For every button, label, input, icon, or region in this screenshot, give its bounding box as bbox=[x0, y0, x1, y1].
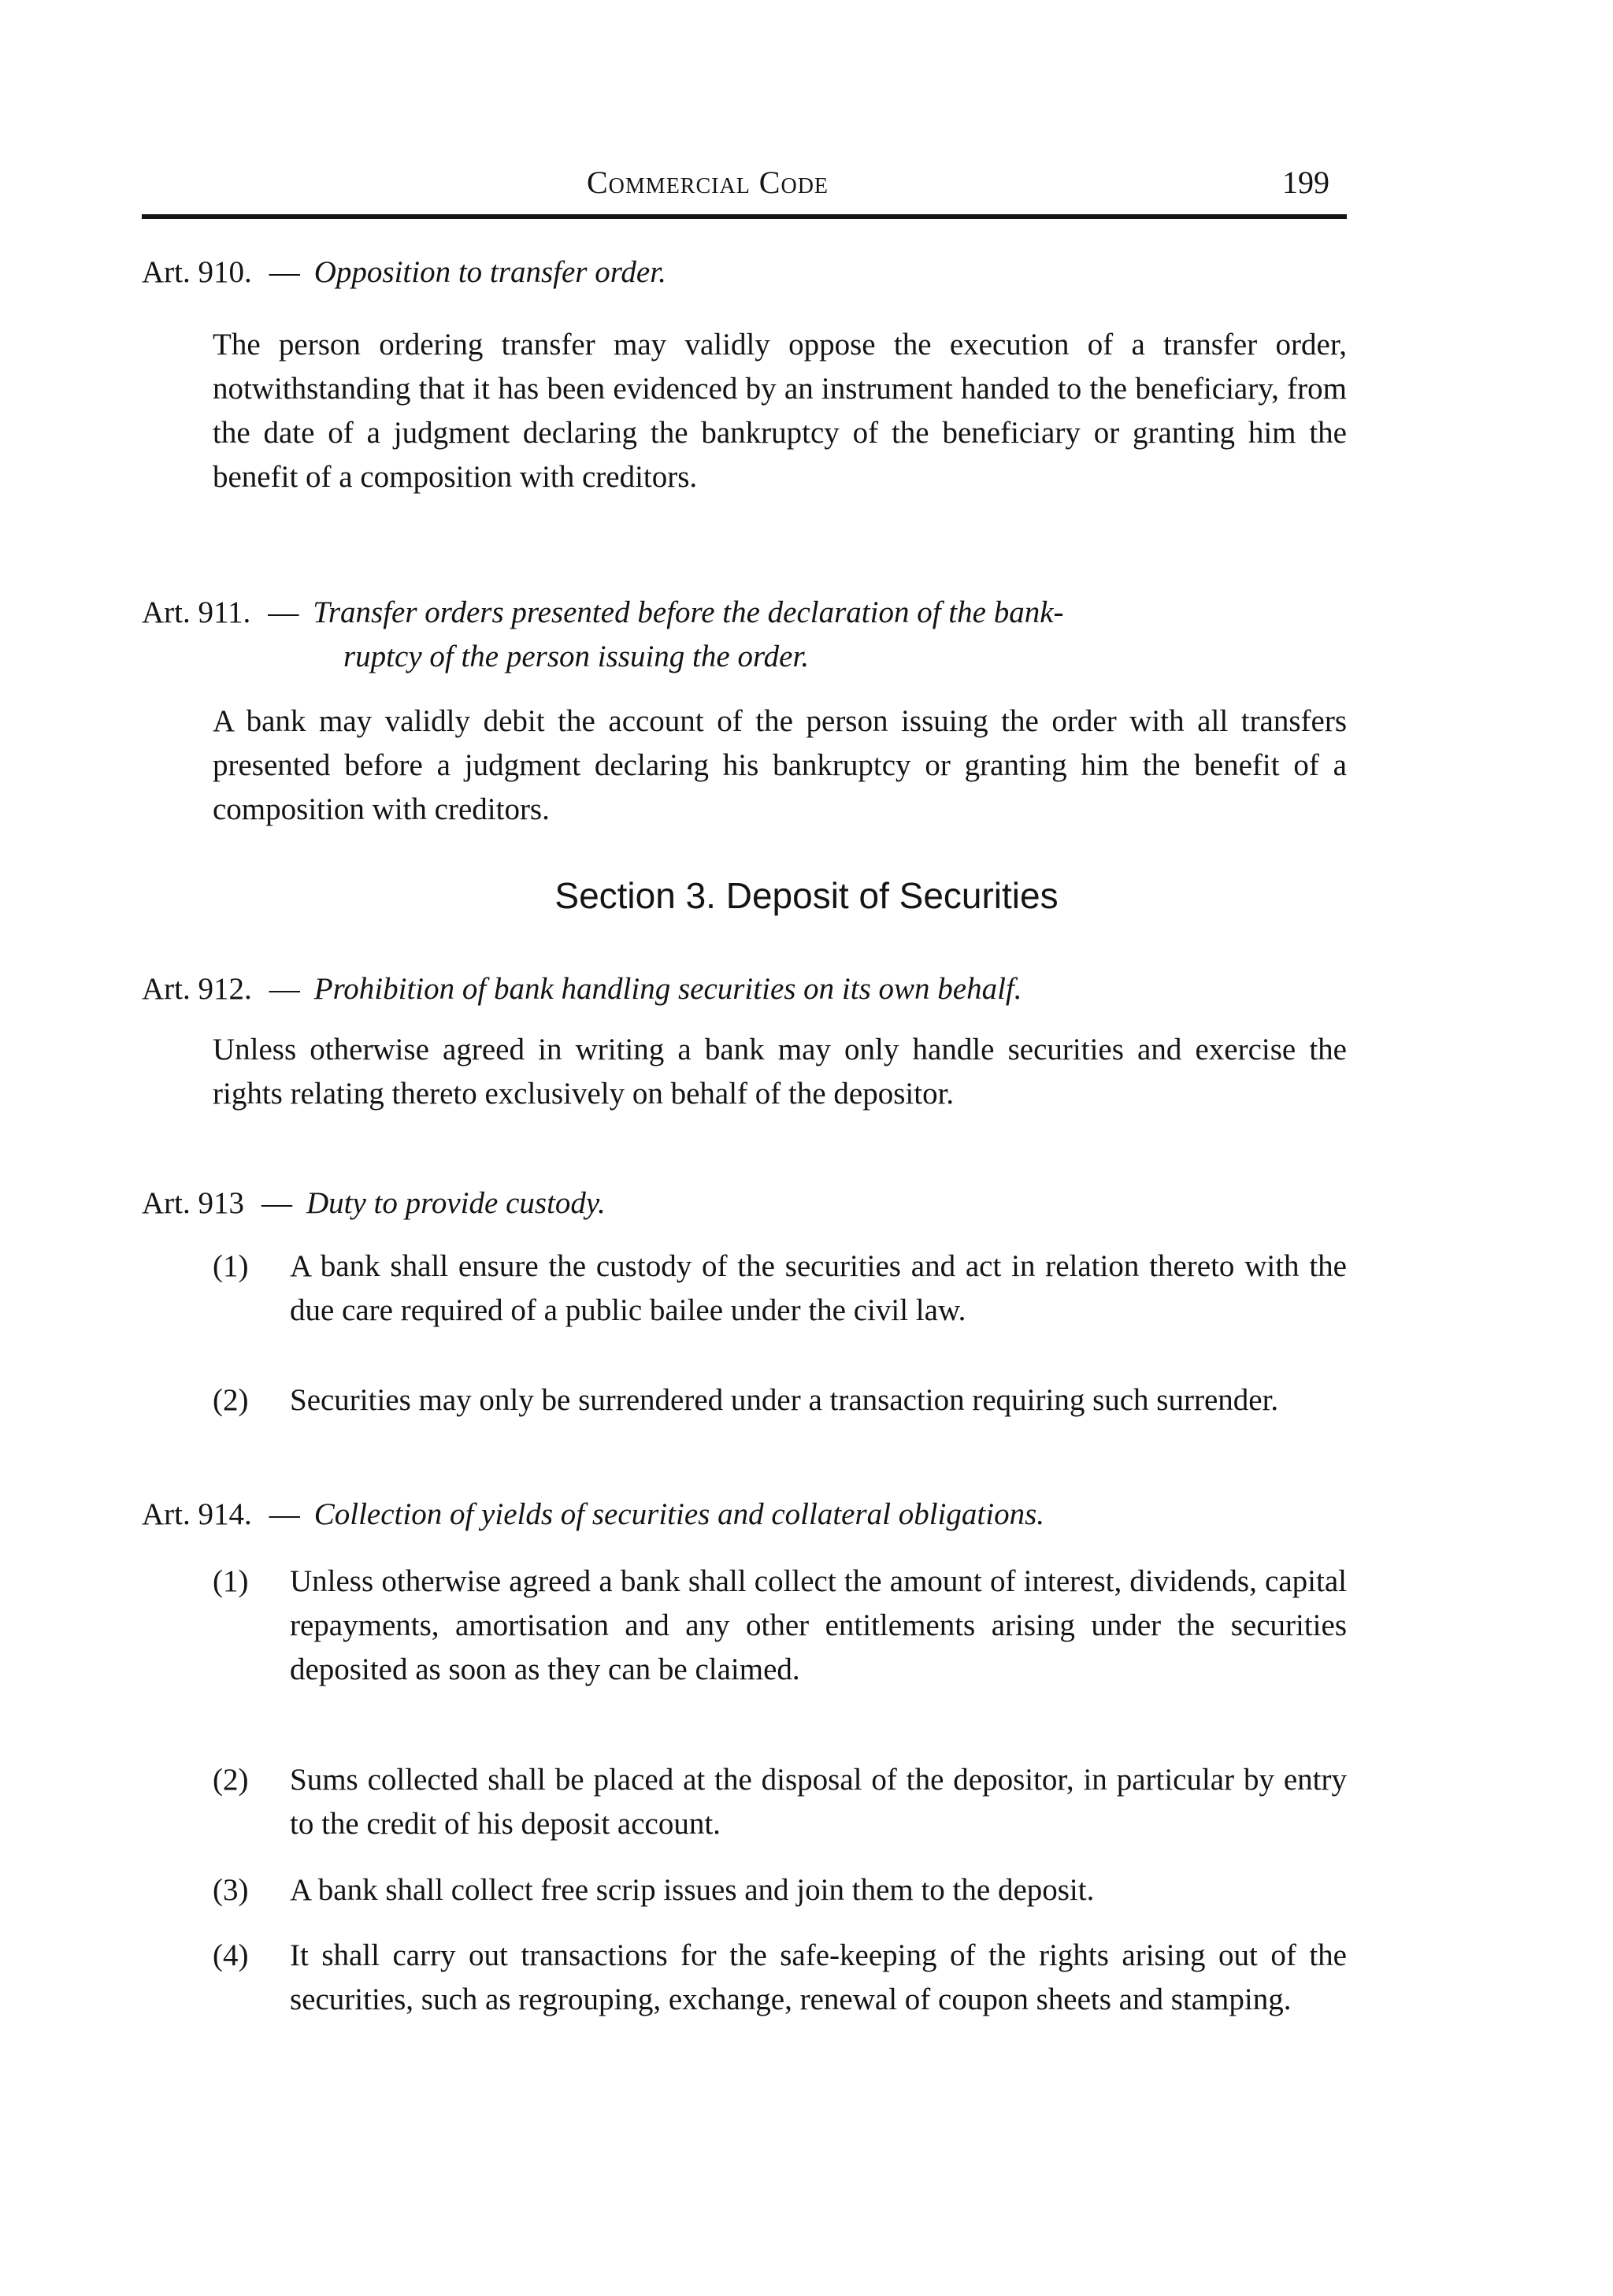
article-number: Art. 910. bbox=[142, 255, 252, 289]
em-dash: — bbox=[269, 972, 300, 1006]
article-number: Art. 911. bbox=[142, 595, 251, 629]
em-dash: — bbox=[268, 595, 299, 629]
article-912-heading bbox=[142, 967, 1347, 1011]
item-text: It shall carry out transactions for the safe-keeping of the rights arising out of the securities, such as regrouping, exchange, renewal of coupon sheets and stamping. bbox=[290, 1938, 1347, 2016]
item-number: (2) bbox=[213, 1383, 249, 1417]
article-914-heading bbox=[142, 1493, 1347, 1537]
header-title: Commercial Code bbox=[587, 165, 829, 200]
item-number: (2) bbox=[213, 1763, 249, 1797]
article-title: Duty to provide custody. bbox=[306, 1186, 606, 1220]
article-910-body: The person ordering transfer may validly oppose the execution of a transfer order, notwithstanding that it has been evidenced by an instrument handed to the beneficiary, from the date of a judgment declaring the bankruptcy of the beneficiary or granting him the benefit of a composition with creditors. bbox=[213, 328, 1347, 494]
item-number: (4) bbox=[213, 1938, 249, 1972]
item-text: A bank shall collect free scrip issues and join them to the deposit. bbox=[290, 1873, 1095, 1907]
item-number: (1) bbox=[213, 1249, 249, 1283]
em-dash: — bbox=[261, 1186, 292, 1220]
header-rule bbox=[142, 214, 1347, 219]
item-text: Sums collected shall be placed at the disposal of the depositor, in particular by entry to the credit of his deposit account. bbox=[290, 1763, 1347, 1841]
em-dash: — bbox=[269, 255, 300, 289]
item-text: Securities may only be surrendered under a transaction requiring such surrender. bbox=[290, 1383, 1279, 1417]
article-911-heading bbox=[142, 591, 1347, 635]
article-913-heading bbox=[142, 1181, 1347, 1226]
article-title: Prohibition of bank handling securities on its own behalf. bbox=[313, 972, 1022, 1006]
em-dash: — bbox=[269, 1497, 300, 1531]
item-number: (1) bbox=[213, 1564, 249, 1598]
article-912-body: Unless otherwise agreed in writing a bank may only handle securities and exercise the rights relating thereto exclusively on behalf of the depositor. bbox=[213, 1033, 1347, 1111]
running-header bbox=[142, 164, 1347, 214]
item-number: (3) bbox=[213, 1873, 249, 1907]
article-number: Art. 913 bbox=[142, 1186, 244, 1220]
article-910-heading bbox=[142, 250, 1347, 295]
section-heading: Section 3. Deposit of Securities bbox=[554, 875, 1059, 916]
article-911-body: A bank may validly debit the account of the person issuing the order with all transfers presented before a judgment declaring his bankruptcy or granting him the benefit of a composition with creditors. bbox=[213, 704, 1347, 826]
article-title: Transfer orders presented before the declaration of the bank- bbox=[313, 595, 1064, 629]
article-title: Opposition to transfer order. bbox=[313, 255, 666, 289]
page-number: 199 bbox=[1282, 165, 1329, 200]
article-number: Art. 912. bbox=[142, 972, 252, 1006]
article-number: Art. 914. bbox=[142, 1497, 252, 1531]
item-text: A bank shall ensure the custody of the securities and act in relation thereto with the due care required of a public bailee under the civil law. bbox=[290, 1249, 1347, 1327]
article-911-title-continued: ruptcy of the person issuing the order. bbox=[343, 640, 810, 673]
item-text: Unless otherwise agreed a bank shall collect the amount of interest, dividends, capital repayments, amortisation and any other entitlements arising under the securities deposited as soon as they can be claimed. bbox=[290, 1564, 1347, 1686]
article-title: Collection of yields of securities and collateral obligations. bbox=[313, 1497, 1044, 1531]
